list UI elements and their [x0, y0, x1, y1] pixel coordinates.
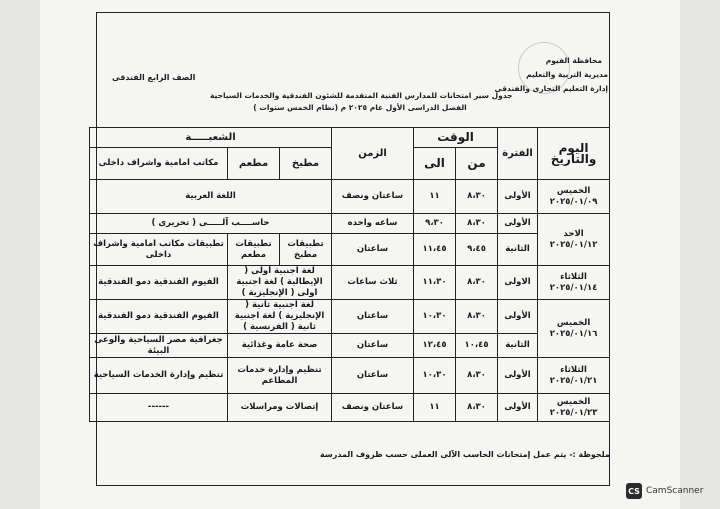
header-right-line-3: إدارة التعليم التجارى والفندقى [494, 84, 608, 93]
day-date-cell: الخميس ٢٠٢٥/٠١/٢٣ [538, 394, 610, 422]
from-cell: ١٠،٤٥ [456, 334, 498, 358]
day-date-cell: الاحد ٢٠٢٥/٠١/١٢ [538, 214, 610, 266]
period-cell: الأولى [498, 180, 538, 214]
from-cell: ٨،٣٠ [456, 358, 498, 394]
duration-cell: ثلاث ساعات [332, 266, 414, 300]
day-date-cell: الخميس ٢٠٢٥/٠١/١٦ [538, 300, 610, 358]
period-cell: الأولى [498, 394, 538, 422]
exam-subtitle: ( نظام الخمس سنوات) الفصل الدراسى الأول عام ٢٠٢٥ م [253, 103, 467, 112]
from-cell: ٨،٣٠ [456, 214, 498, 234]
subject-cell: حاســــب آلـــــى ( تحريرى ) [90, 214, 332, 234]
header-division: الشعبـــــة [90, 128, 332, 148]
day-date-cell: الخميس ٢٠٢٥/٠١/٠٩ [538, 180, 610, 214]
header-right-line-1: محافظة الفيوم [545, 56, 602, 65]
to-cell: ٩،٣٠ [414, 214, 456, 234]
table-row [90, 334, 610, 358]
to-cell: ١١،٤٥ [414, 234, 456, 266]
camscanner-watermark [626, 483, 703, 499]
from-cell: ٨،٣٠ [456, 180, 498, 214]
header-day-date: اليوم والتاريخ [538, 128, 610, 180]
header-front-office: مكاتب امامية واشراف داخلى [90, 148, 228, 180]
period-cell: الأولى [498, 358, 538, 394]
period-cell: الثانية [498, 234, 538, 266]
header-time: الوقت [414, 128, 498, 148]
from-cell: ٩،٤٥ [456, 234, 498, 266]
table-row [90, 180, 610, 214]
header-right-line-2: مديرية التربية والتعليم [526, 70, 608, 79]
front-office-subject-cell: ------ [90, 394, 228, 422]
kitchen-restaurant-subject-cell: إتصالات ومراسلات [228, 394, 332, 422]
table-row [90, 214, 610, 234]
language-subject-cell: لغة اجنبية ثانية ( الإنجليزية ) لغة اجنبية ثانية ( الفرنسية ) [228, 300, 332, 334]
exam-schedule-table [89, 127, 610, 422]
header-to: الى [414, 148, 456, 180]
footnote: ملحوظة :- يتم عمل إمتحانات الحاسب الآلى العملى حسب ظروف المدرسة [320, 450, 610, 459]
table-row [90, 394, 610, 422]
day-date-cell: الثلاثاء ٢٠٢٥/٠١/٢١ [538, 358, 610, 394]
exam-title: جدول سير امتحانات للمدارس الفنية المتقدمة للشئون الفندقية والخدمات السياحية [210, 91, 513, 100]
front-office-subject-cell: جغرافية مصر السياحية والوعى البيئة [90, 334, 228, 358]
to-cell: ١١ [414, 394, 456, 422]
day-date-cell: الثلاثاء ٢٠٢٥/٠١/١٤ [538, 266, 610, 300]
to-cell: ١٠،٣٠ [414, 300, 456, 334]
kitchen-restaurant-subject-cell: تنظيم وإدارة خدمات المطاعم [228, 358, 332, 394]
table-row [90, 358, 610, 394]
from-cell: ٨،٣٠ [456, 394, 498, 422]
table-row [90, 266, 610, 300]
duration-cell: ساعه واحده [332, 214, 414, 234]
subject-cell: اللغة العربية [90, 180, 332, 214]
table-row [90, 234, 610, 266]
from-cell: ٨،٣٠ [456, 266, 498, 300]
kitchen-subject-cell: تطبيقات مطبخ [280, 234, 332, 266]
front-office-subject-cell: الفيوم الفندقية دمو الفندقية [90, 300, 228, 334]
grade-title: الصف الرابع الفندقى [112, 73, 196, 82]
from-cell: ٨،٣٠ [456, 300, 498, 334]
kitchen-restaurant-subject-cell: صحة عامة وغذائية [228, 334, 332, 358]
camscanner-logo-icon: CS [626, 483, 642, 499]
camscanner-label: CamScanner [646, 486, 704, 496]
header-restaurant: مطعم [228, 148, 280, 180]
period-cell: الأولى [498, 214, 538, 234]
duration-cell: ساعتان [332, 234, 414, 266]
period-cell: الثانية [498, 334, 538, 358]
front-office-subject-cell: تنظيم وإدارة الخدمات السياحية [90, 358, 228, 394]
duration-cell: ساعتان ونصف [332, 394, 414, 422]
header-period: الفترة [498, 128, 538, 180]
to-cell: ١١ [414, 180, 456, 214]
to-cell: ١١،٣٠ [414, 266, 456, 300]
period-cell: الاولى [498, 266, 538, 300]
duration-cell: ساعتان ونصف [332, 180, 414, 214]
header-duration: الزمن [332, 128, 414, 180]
front-office-subject-cell: الفيوم الفندقية دمو الفندقية [90, 266, 228, 300]
period-cell: الأولى [498, 300, 538, 334]
header-row [90, 128, 610, 148]
front-office-subject-cell: تطبيقات مكاتب امامية واشراف داخلى [90, 234, 228, 266]
duration-cell: ساعتان [332, 358, 414, 394]
duration-cell: ساعتان [332, 300, 414, 334]
to-cell: ١٢،٤٥ [414, 334, 456, 358]
header-from: من [456, 148, 498, 180]
to-cell: ١٠،٣٠ [414, 358, 456, 394]
language-subject-cell: لغة اجنبية أولى ( الإيطالية ) لغة اجنبية اولى ( الإنجليزية ) [228, 266, 332, 300]
table-row [90, 300, 610, 334]
header-kitchen: مطبخ [280, 148, 332, 180]
restaurant-subject-cell: تطبيقات مطعم [228, 234, 280, 266]
duration-cell: ساعتان [332, 334, 414, 358]
